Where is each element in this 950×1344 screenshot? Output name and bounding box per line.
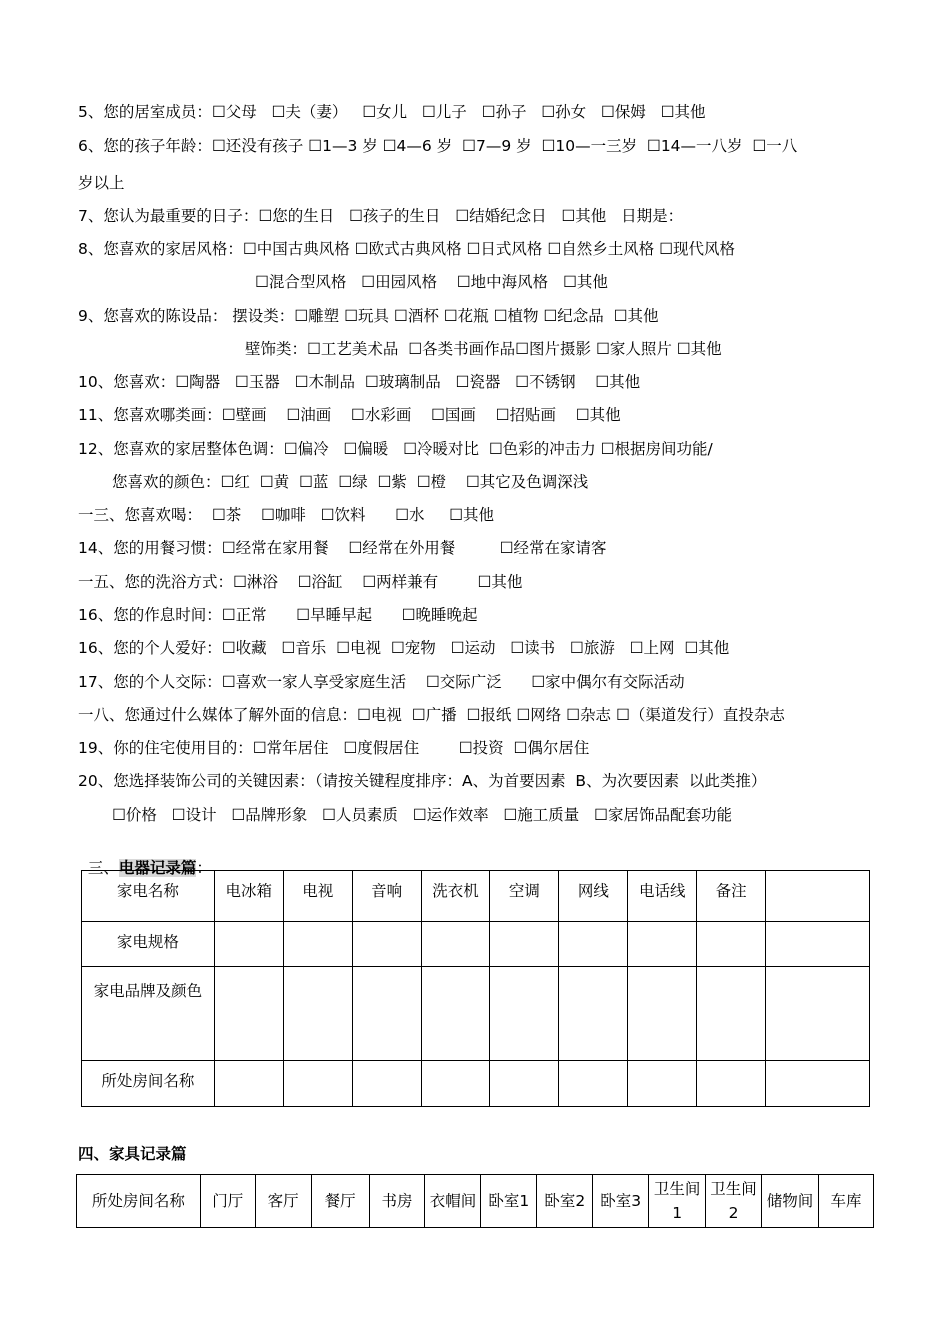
furniture-record-table: [76, 1174, 874, 1228]
table-cell: [628, 967, 697, 1061]
table-cell: [352, 922, 421, 967]
table-cell: 卧室1: [481, 1175, 537, 1228]
table-cell: 衣帽间: [425, 1175, 481, 1228]
question-19: 19、你的住宅使用目的：☐常年居住 ☐度假居住 ☐投资 ☐偶尔居住: [78, 739, 590, 757]
table-cell: 卫生间1: [649, 1175, 706, 1228]
header-cell: 电冰箱: [214, 871, 283, 922]
header-cell: 电话线: [628, 871, 697, 922]
row-label-text: 家电品牌及颜色: [93, 982, 203, 1000]
header-cell: [766, 871, 870, 922]
question-6: 6、您的孩子年龄：☐还没有孩子 ☐1—3 岁 ☐4—6 岁 ☐7—9 岁 ☐10—一三岁 ☐14—一八岁 ☐一八: [78, 137, 798, 155]
section-4-heading: 四、家具记录篇: [78, 1145, 187, 1163]
row-label: 家电规格: [82, 922, 215, 967]
question-12: 12、您喜欢的家居整体色调：☐偏冷 ☐偏暖 ☐冷暖对比 ☐色彩的冲击力 ☐根据房间功能/: [78, 440, 713, 458]
table-cell: 卫生间2: [706, 1175, 762, 1228]
table-cell: 所处房间名称: [77, 1175, 201, 1228]
table-cell: [352, 1061, 421, 1107]
appliance-record-table: [81, 870, 870, 1107]
question-20: 20、您选择装饰公司的关键因素：（请按关键程度排序：A、为首要因素 B、为次要因素 以此类推）: [78, 772, 767, 790]
table-cell: [766, 922, 870, 967]
table-row: [82, 1061, 870, 1107]
table-cell: [697, 967, 766, 1061]
table-cell: 客厅: [255, 1175, 311, 1228]
header-cell: 空调: [490, 871, 559, 922]
table-cell: [283, 967, 352, 1061]
section-3-suffix: ：: [196, 859, 212, 877]
table-row: [82, 967, 870, 1061]
table-cell: [628, 1061, 697, 1107]
question-11: 11、您喜欢哪类画：☐壁画 ☐油画 ☐水彩画 ☐国画 ☐招贴画 ☐其他: [78, 406, 621, 424]
table-cell: [214, 1061, 283, 1107]
section-3-title: 电器记录篇: [118, 859, 197, 877]
table-cell: [214, 922, 283, 967]
question-12-continued: 您喜欢的颜色：☐红 ☐黄 ☐蓝 ☐绿 ☐紫 ☐橙 ☐其它及色调深浅: [112, 473, 589, 491]
question-7: 7、您认为最重要的日子：☐您的生日 ☐孩子的生日 ☐结婚纪念日 ☐其他 日期是：: [78, 207, 684, 225]
header-cell: 备注: [697, 871, 766, 922]
table-cell: 餐厅: [311, 1175, 369, 1228]
question-9: 9、您喜欢的陈设品： 摆设类：☐雕塑 ☐玩具 ☐酒杯 ☐花瓶 ☐植物 ☐纪念品 ☐其他: [78, 307, 659, 325]
question-16-hobbies: 16、您的个人爱好：☐收藏 ☐音乐 ☐电视 ☐宠物 ☐运动 ☐读书 ☐旅游 ☐上网 ☐其他: [78, 639, 730, 657]
question-20-options: ☐价格 ☐设计 ☐品牌形象 ☐人员素质 ☐运作效率 ☐施工质量 ☐家居饰品配套功能: [112, 806, 732, 824]
table-row: [82, 922, 870, 967]
table-cell: [490, 922, 559, 967]
header-cell: 网线: [559, 871, 628, 922]
question-14: 14、您的用餐习惯：☐经常在家用餐 ☐经常在外用餐 ☐经常在家请客: [78, 539, 607, 557]
table-cell: 车库: [818, 1175, 873, 1228]
table-cell: [421, 1061, 490, 1107]
header-cell: 音响: [352, 871, 421, 922]
question-8: 8、您喜欢的家居风格：☐中国古典风格 ☐欧式古典风格 ☐日式风格 ☐自然乡土风格 ☐现代风格: [78, 240, 736, 258]
table-cell: [766, 1061, 870, 1107]
table-cell: [283, 922, 352, 967]
header-cell: 家电名称: [82, 871, 215, 922]
question-15: 一五、您的洗浴方式：☐淋浴 ☐浴缸 ☐两样兼有 ☐其他: [78, 573, 523, 591]
table-cell: 卧室2: [537, 1175, 593, 1228]
question-9-continued: 壁饰类：☐工艺美术品 ☐各类书画作品☐图片摄影 ☐家人照片 ☐其他: [245, 340, 722, 358]
header-cell: 洗衣机: [421, 871, 490, 922]
table-cell: [628, 922, 697, 967]
question-18: 一八、您通过什么媒体了解外面的信息：☐电视 ☐广播 ☐报纸 ☐网络 ☐杂志 ☐（渠道发行）直投杂志: [78, 706, 785, 724]
question-8-continued: ☐混合型风格 ☐田园风格 ☐地中海风格 ☐其他: [255, 273, 608, 291]
question-6-continued: 岁以上: [78, 174, 125, 192]
table-cell: 书房: [369, 1175, 425, 1228]
table-cell: [421, 922, 490, 967]
row-label: [82, 967, 215, 1061]
section-3-prefix: 三、: [87, 859, 119, 877]
table-cell: [559, 967, 628, 1061]
row-label: 所处房间名称: [82, 1061, 215, 1107]
table-cell: [697, 922, 766, 967]
table-row: [77, 1175, 874, 1228]
table-cell: 储物间: [762, 1175, 819, 1228]
table-cell: [697, 1061, 766, 1107]
table-cell: [559, 1061, 628, 1107]
table-cell: [766, 967, 870, 1061]
question-5: 5、您的居室成员：☐父母 ☐夫（妻） ☐女儿 ☐儿子 ☐孙子 ☐孙女 ☐保姆 ☐其他: [78, 103, 706, 121]
table-cell: [421, 967, 490, 1061]
table-cell: [490, 967, 559, 1061]
table-cell: [283, 1061, 352, 1107]
table-cell: [214, 967, 283, 1061]
table-cell: [559, 922, 628, 967]
question-16-schedule: 16、您的作息时间：☐正常 ☐早睡早起 ☐晚睡晚起: [78, 606, 478, 624]
header-cell: 电视: [283, 871, 352, 922]
question-17: 17、您的个人交际：☐喜欢一家人享受家庭生活 ☐交际广泛 ☐家中偶尔有交际活动: [78, 673, 685, 691]
question-13: 一三、您喜欢喝： ☐茶 ☐咖啡 ☐饮料 ☐水 ☐其他: [78, 506, 495, 524]
table-cell: 门厅: [200, 1175, 255, 1228]
table-cell: 卧室3: [593, 1175, 649, 1228]
table-cell: [490, 1061, 559, 1107]
question-10: 10、您喜欢：☐陶器 ☐玉器 ☐木制品 ☐玻璃制品 ☐瓷器 ☐不锈钢 ☐其他: [78, 373, 641, 391]
table-header-row: [82, 871, 870, 922]
table-cell: [352, 967, 421, 1061]
